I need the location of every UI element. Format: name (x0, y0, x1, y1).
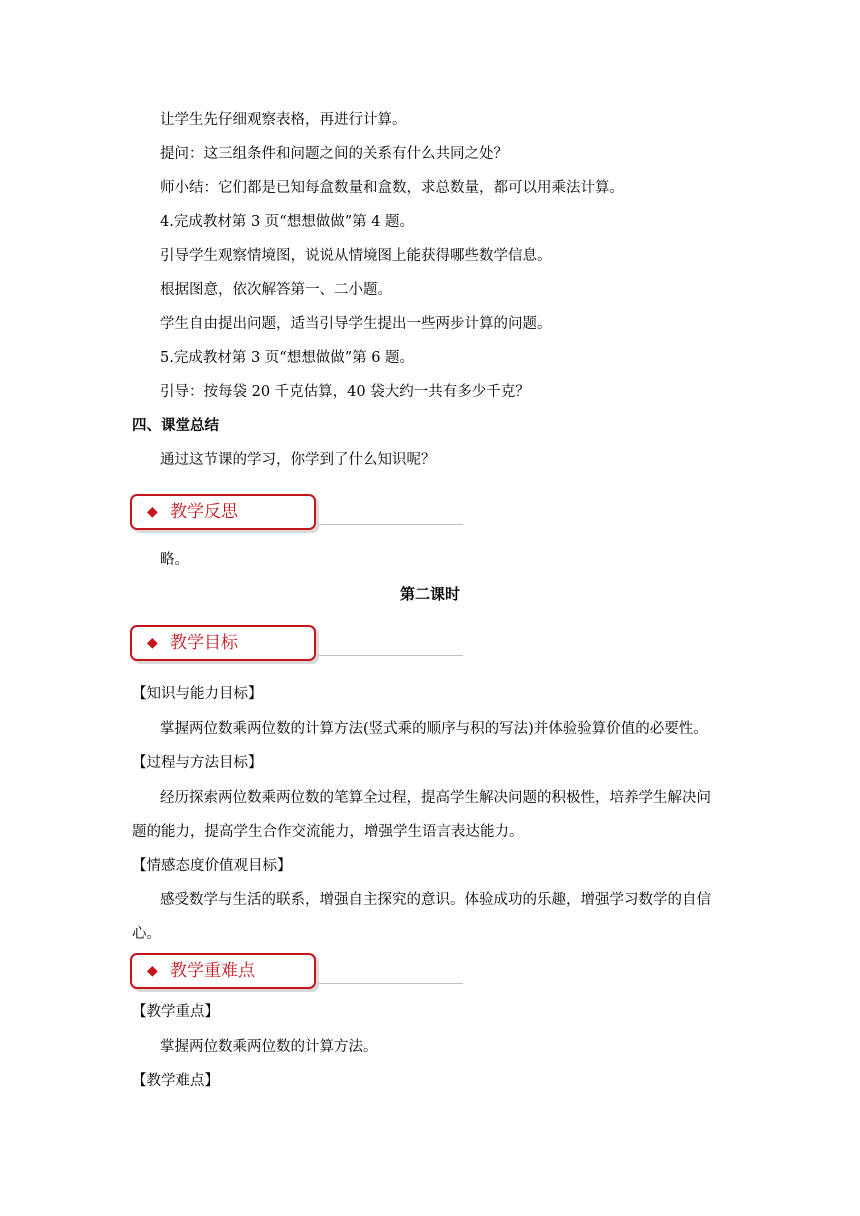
heading-emotion: 【情感态度价值观目标】 (132, 858, 292, 874)
diamond-icon: ◆ (147, 635, 158, 651)
lesson-title: 第二课时 (399, 585, 460, 603)
paragraph-raise-questions: 学生自由提出问题，适当引导学生提出一些两步计算的问题。 (160, 316, 552, 332)
paragraph-observe-scene: 引导学生观察情境图，说说从情境图上能获得哪些数学信息。 (160, 248, 552, 264)
paragraph-teacher-summary: 师小结：它们都是已知每盒数量和盒数，求总数量，都可以用乘法计算。 (160, 180, 624, 196)
paragraph-exercise-6: 5.完成教材第 3 页“想想做做”第 6 题。 (160, 350, 415, 366)
section-heading-summary: 四、课堂总结 (132, 418, 219, 434)
paragraph-solve: 根据图意，依次解答第一、二小题。 (160, 282, 392, 298)
paragraph-summary: 通过这节课的学习，你学到了什么知识呢？ (160, 452, 436, 468)
paragraph-estimate: 引导：按每袋 20 千克估算，40 袋大约一共有多少千克？ (160, 384, 530, 400)
paragraph-reflection: 略。 (160, 552, 189, 568)
banner-underline (308, 655, 463, 656)
banner-underline (308, 983, 463, 984)
diamond-icon: ◆ (147, 963, 158, 979)
paragraph-process-2: 题的能力，提高学生合作交流能力，增强学生语言表达能力。 (132, 824, 524, 840)
paragraph-emotion-2: 心。 (132, 926, 161, 942)
banner-underline (308, 524, 463, 525)
paragraph-question: 提问：这三组条件和问题之间的关系有什么共同之处？ (160, 146, 508, 162)
banner-label: 教学重难点 (170, 961, 255, 981)
banner-keypoints (130, 953, 318, 991)
heading-key-point: 【教学重点】 (132, 1004, 219, 1020)
paragraph-observe-table: 让学生先仔细观察表格，再进行计算。 (160, 112, 407, 128)
paragraph-emotion-1: 感受数学与生活的联系，增强自主探究的意识。体验成功的乐趣，增强学习数学的自信 (160, 892, 711, 908)
heading-difficult-point: 【教学难点】 (132, 1073, 219, 1089)
paragraph-exercise-4: 4.完成教材第 3 页“想想做做”第 4 题。 (160, 214, 415, 230)
paragraph-process-1: 经历探索两位数乘两位数的笔算全过程，提高学生解决问题的积极性，培养学生解决问 (160, 790, 711, 806)
paragraph-knowledge: 掌握两位数乘两位数的计算方法(竖式乘的顺序与积的写法)并体验验算价值的必要性。 (160, 721, 708, 737)
heading-process: 【过程与方法目标】 (132, 755, 263, 771)
paragraph-key-point: 掌握两位数乘两位数的计算方法。 (160, 1039, 378, 1055)
banner-label: 教学反思 (170, 502, 238, 522)
banner-label: 教学目标 (170, 633, 238, 653)
banner-goals (130, 625, 318, 663)
heading-knowledge: 【知识与能力目标】 (132, 686, 263, 702)
diamond-icon: ◆ (147, 504, 158, 520)
banner-reflection (130, 494, 318, 532)
